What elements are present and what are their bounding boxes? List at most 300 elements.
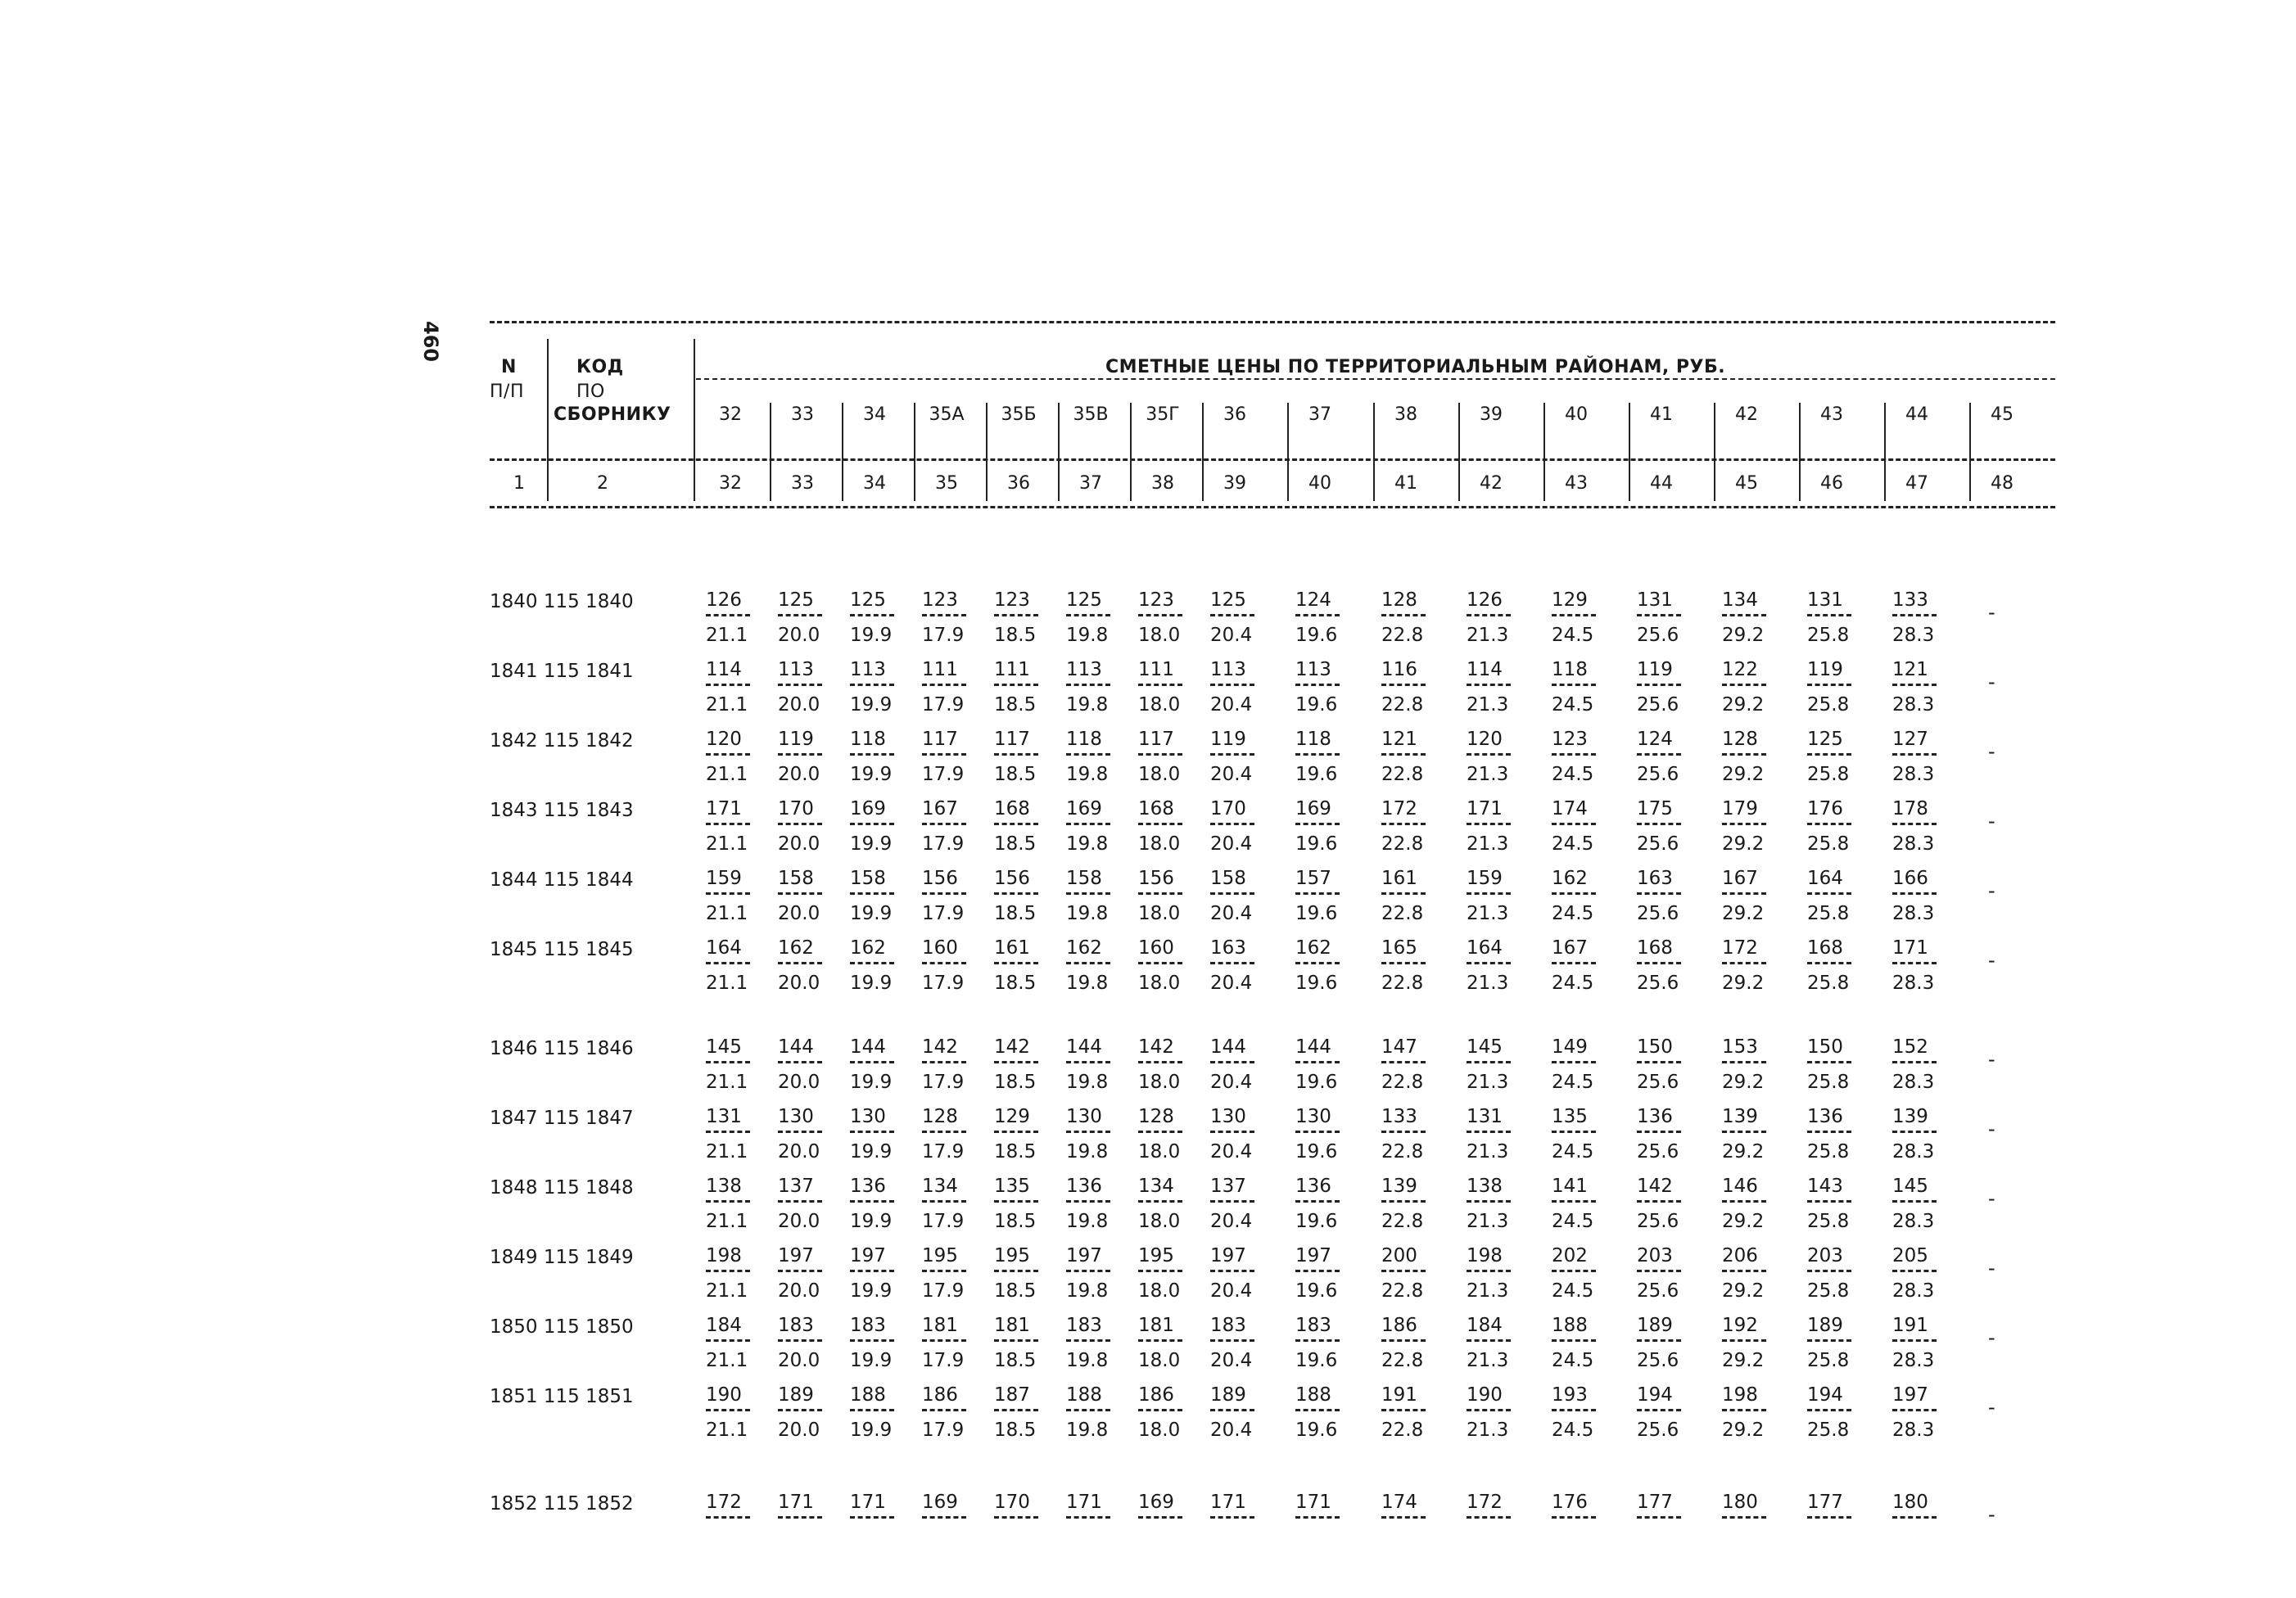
price-cell bbox=[706, 1384, 775, 1442]
index-value: 25.8 bbox=[1807, 973, 1850, 994]
fraction-divider bbox=[1807, 823, 1851, 833]
header-mid-rule bbox=[490, 458, 2055, 461]
fraction-divider bbox=[1552, 892, 1596, 903]
fraction-divider bbox=[1138, 1131, 1182, 1141]
fraction-divider bbox=[1807, 1516, 1851, 1527]
price-cell bbox=[922, 1492, 991, 1527]
fraction-divider bbox=[1722, 1409, 1766, 1420]
price-cell bbox=[1722, 589, 1791, 647]
fraction-divider bbox=[1807, 1270, 1851, 1280]
price-cell bbox=[1066, 729, 1135, 786]
price-value: 171 bbox=[1295, 1492, 1331, 1513]
price-cell bbox=[1210, 1106, 1279, 1163]
index-value: 29.2 bbox=[1722, 1280, 1765, 1302]
price-cell bbox=[706, 1245, 775, 1302]
fraction-divider bbox=[1807, 1409, 1851, 1420]
price-cell bbox=[1138, 1315, 1207, 1372]
region-column-divider bbox=[1884, 403, 1886, 501]
price-cell bbox=[1066, 798, 1135, 855]
region-header-cell: 39 bbox=[1480, 404, 1503, 425]
index-value: 21.3 bbox=[1467, 625, 1509, 646]
index-value: 21.1 bbox=[706, 1350, 748, 1371]
fraction-divider bbox=[1467, 1516, 1511, 1527]
price-value: 156 bbox=[994, 868, 1030, 889]
fraction-divider bbox=[1138, 1270, 1182, 1280]
price-cell bbox=[1637, 729, 1706, 786]
index-value: 25.8 bbox=[1807, 625, 1850, 646]
index-value: 24.5 bbox=[1552, 1350, 1594, 1371]
price-cell bbox=[850, 868, 919, 925]
fraction-divider bbox=[1892, 753, 1937, 764]
index-value: 24.5 bbox=[1552, 1211, 1594, 1232]
index-value: 22.8 bbox=[1381, 1141, 1424, 1162]
price-cell bbox=[922, 1106, 991, 1163]
index-value: 19.6 bbox=[1295, 625, 1338, 646]
price-cell bbox=[1381, 1315, 1450, 1372]
fraction-divider bbox=[1381, 1200, 1426, 1211]
index-value: 18.0 bbox=[1138, 1420, 1181, 1441]
row-code-label: 1844 115 1844 bbox=[490, 869, 634, 891]
fraction-divider bbox=[850, 1409, 894, 1420]
fraction-divider bbox=[1467, 1270, 1511, 1280]
fraction-divider bbox=[1138, 1061, 1182, 1072]
price-value: 183 bbox=[850, 1315, 886, 1336]
index-value: 21.1 bbox=[706, 764, 748, 785]
fraction-divider bbox=[1381, 1339, 1426, 1350]
fraction-divider bbox=[922, 1131, 966, 1141]
price-value: 134 bbox=[922, 1176, 958, 1197]
price-cell bbox=[1210, 937, 1279, 995]
price-cell bbox=[778, 1315, 847, 1372]
price-value: 162 bbox=[778, 937, 814, 959]
price-value: 183 bbox=[778, 1315, 814, 1336]
index-value: 29.2 bbox=[1722, 1141, 1765, 1162]
fraction-divider bbox=[1467, 892, 1511, 903]
fraction-divider bbox=[706, 1131, 750, 1141]
index-value: 21.1 bbox=[706, 833, 748, 855]
fraction-divider bbox=[1637, 614, 1681, 625]
fraction-divider bbox=[994, 1200, 1038, 1211]
region-header-cell: 35Б bbox=[1001, 404, 1037, 425]
price-value: 136 bbox=[1066, 1176, 1102, 1197]
region-column-divider bbox=[1130, 403, 1132, 501]
price-value: 176 bbox=[1552, 1492, 1588, 1513]
price-cell bbox=[1552, 1315, 1620, 1372]
price-cell bbox=[1381, 1245, 1450, 1302]
fraction-divider bbox=[1210, 962, 1254, 973]
region-column-divider bbox=[842, 403, 843, 501]
fraction-divider bbox=[1467, 962, 1511, 973]
region-column-divider bbox=[1058, 403, 1060, 501]
index-value: 22.8 bbox=[1381, 833, 1424, 855]
fraction-divider bbox=[1637, 1270, 1681, 1280]
price-value: 134 bbox=[1138, 1176, 1174, 1197]
price-cell bbox=[1722, 868, 1791, 925]
price-value: 180 bbox=[1892, 1492, 1928, 1513]
price-value: 164 bbox=[706, 937, 742, 959]
fraction-divider bbox=[1892, 1200, 1937, 1211]
price-cell bbox=[1066, 937, 1135, 995]
fraction-divider bbox=[1210, 684, 1254, 694]
index-value: 19.6 bbox=[1295, 1211, 1338, 1232]
price-value: 171 bbox=[1892, 937, 1928, 959]
fraction-divider bbox=[850, 892, 894, 903]
fraction-divider bbox=[1138, 1200, 1182, 1211]
price-cell bbox=[1467, 1384, 1535, 1442]
fraction-divider bbox=[994, 1131, 1038, 1141]
region-column-divider bbox=[1287, 403, 1289, 501]
price-value: 125 bbox=[1807, 729, 1843, 750]
price-value: 120 bbox=[1467, 729, 1503, 750]
price-cell bbox=[994, 1036, 1063, 1094]
price-value: 167 bbox=[922, 798, 958, 819]
row-code-label: 1850 115 1850 bbox=[490, 1316, 634, 1338]
price-value: 160 bbox=[1138, 937, 1174, 959]
price-cell bbox=[1807, 1245, 1876, 1302]
price-cell bbox=[1552, 1492, 1620, 1527]
price-value: 176 bbox=[1807, 798, 1843, 819]
index-value: 29.2 bbox=[1722, 625, 1765, 646]
region-column-divider bbox=[1629, 403, 1630, 501]
price-cell bbox=[922, 1315, 991, 1372]
header-code-divider bbox=[694, 339, 695, 501]
price-value: 191 bbox=[1892, 1315, 1928, 1336]
fraction-divider bbox=[1722, 753, 1766, 764]
price-value: 167 bbox=[1552, 937, 1588, 959]
index-value: 20.4 bbox=[1210, 1350, 1253, 1371]
index-value: 24.5 bbox=[1552, 625, 1594, 646]
price-value: 130 bbox=[1066, 1106, 1102, 1127]
header-code-label-2: ПО bbox=[576, 381, 605, 402]
fraction-divider bbox=[1552, 1200, 1596, 1211]
fraction-divider bbox=[1295, 1061, 1340, 1072]
price-cell bbox=[1637, 1036, 1706, 1094]
index-value: 21.3 bbox=[1467, 1141, 1509, 1162]
price-cell bbox=[1552, 1036, 1620, 1094]
price-value: 124 bbox=[1637, 729, 1673, 750]
price-value: 161 bbox=[1381, 868, 1417, 889]
index-value: 25.6 bbox=[1637, 625, 1679, 646]
index-value: 29.2 bbox=[1722, 973, 1765, 994]
price-cell bbox=[1066, 868, 1135, 925]
fraction-divider bbox=[1807, 1339, 1851, 1350]
price-value: 195 bbox=[994, 1245, 1030, 1266]
index-value: 25.6 bbox=[1637, 973, 1679, 994]
price-value: 139 bbox=[1381, 1176, 1417, 1197]
fraction-divider bbox=[1381, 1409, 1426, 1420]
price-value: 160 bbox=[922, 937, 958, 959]
price-cell bbox=[1722, 729, 1791, 786]
index-value: 19.9 bbox=[850, 694, 893, 715]
fraction-divider bbox=[778, 1339, 822, 1350]
row-end-dash: - bbox=[1988, 670, 1995, 693]
price-cell bbox=[1467, 1106, 1535, 1163]
row-code-label: 1846 115 1846 bbox=[490, 1038, 634, 1059]
fraction-divider bbox=[922, 892, 966, 903]
price-cell bbox=[922, 1384, 991, 1442]
price-cell bbox=[1066, 1245, 1135, 1302]
fraction-divider bbox=[1066, 614, 1110, 625]
price-cell bbox=[706, 1106, 775, 1163]
price-value: 188 bbox=[1295, 1384, 1331, 1406]
index-value: 21.1 bbox=[706, 694, 748, 715]
index-value: 19.6 bbox=[1295, 694, 1338, 715]
fraction-divider bbox=[994, 962, 1038, 973]
index-value: 28.3 bbox=[1892, 694, 1935, 715]
price-cell bbox=[1138, 729, 1207, 786]
price-cell bbox=[1138, 589, 1207, 647]
fraction-divider bbox=[778, 753, 822, 764]
price-cell bbox=[922, 589, 991, 647]
price-cell bbox=[1807, 798, 1876, 855]
price-value: 188 bbox=[1066, 1384, 1102, 1406]
price-cell bbox=[1210, 1176, 1279, 1233]
price-cell bbox=[1295, 1036, 1364, 1094]
price-cell bbox=[850, 937, 919, 995]
fraction-divider bbox=[1066, 684, 1110, 694]
fraction-divider bbox=[1381, 753, 1426, 764]
price-value: 189 bbox=[1637, 1315, 1673, 1336]
price-cell bbox=[1381, 1036, 1450, 1094]
fraction-divider bbox=[1138, 823, 1182, 833]
region-header-cell: 42 bbox=[1735, 404, 1758, 425]
index-value: 19.8 bbox=[1066, 1280, 1109, 1302]
index-value: 19.6 bbox=[1295, 1141, 1338, 1162]
price-value: 162 bbox=[1066, 937, 1102, 959]
price-value: 149 bbox=[1552, 1036, 1588, 1058]
index-value: 28.3 bbox=[1892, 1072, 1935, 1093]
price-value: 143 bbox=[1807, 1176, 1843, 1197]
column-number-cell: 33 bbox=[791, 473, 814, 494]
row-code-label: 1845 115 1845 bbox=[490, 939, 634, 960]
fraction-divider bbox=[1892, 1061, 1937, 1072]
fraction-divider bbox=[922, 1409, 966, 1420]
index-value: 22.8 bbox=[1381, 1350, 1424, 1371]
index-value: 20.4 bbox=[1210, 1420, 1253, 1441]
index-value: 19.8 bbox=[1066, 903, 1109, 924]
price-value: 138 bbox=[1467, 1176, 1503, 1197]
price-value: 183 bbox=[1066, 1315, 1102, 1336]
column-number-cell: 40 bbox=[1308, 473, 1331, 494]
price-cell bbox=[1467, 589, 1535, 647]
price-cell bbox=[1467, 729, 1535, 786]
price-value: 145 bbox=[1892, 1176, 1928, 1197]
fraction-divider bbox=[778, 1270, 822, 1280]
fraction-divider bbox=[1637, 753, 1681, 764]
index-value: 19.8 bbox=[1066, 1211, 1109, 1232]
price-cell bbox=[1892, 798, 1961, 855]
index-value: 25.8 bbox=[1807, 1420, 1850, 1441]
index-value: 20.0 bbox=[778, 1211, 820, 1232]
index-value: 22.8 bbox=[1381, 1211, 1424, 1232]
price-value: 150 bbox=[1637, 1036, 1673, 1058]
price-value: 158 bbox=[850, 868, 886, 889]
price-cell bbox=[706, 589, 775, 647]
index-value: 21.3 bbox=[1467, 1420, 1509, 1441]
price-cell bbox=[1722, 1315, 1791, 1372]
region-column-divider bbox=[1458, 403, 1460, 501]
column-number-cell: 39 bbox=[1223, 473, 1246, 494]
fraction-divider bbox=[1210, 892, 1254, 903]
fraction-divider bbox=[850, 823, 894, 833]
price-value: 121 bbox=[1381, 729, 1417, 750]
fraction-divider bbox=[1295, 1200, 1340, 1211]
price-value: 125 bbox=[1066, 589, 1102, 611]
price-cell bbox=[1892, 937, 1961, 995]
fraction-divider bbox=[1637, 962, 1681, 973]
index-value: 18.0 bbox=[1138, 1211, 1181, 1232]
index-value: 19.6 bbox=[1295, 1350, 1338, 1371]
price-cell bbox=[1467, 1492, 1535, 1527]
index-value: 29.2 bbox=[1722, 1072, 1765, 1093]
price-cell bbox=[778, 1384, 847, 1442]
price-value: 124 bbox=[1295, 589, 1331, 611]
index-value: 28.3 bbox=[1892, 625, 1935, 646]
price-cell bbox=[1295, 589, 1364, 647]
price-cell bbox=[1381, 589, 1450, 647]
region-column-divider bbox=[1969, 403, 1971, 501]
price-value: 161 bbox=[994, 937, 1030, 959]
column-number-cell: 41 bbox=[1394, 473, 1417, 494]
index-value: 17.9 bbox=[922, 903, 965, 924]
fraction-divider bbox=[1552, 1061, 1596, 1072]
row-end-dash: - bbox=[1988, 1048, 1995, 1071]
index-value: 28.3 bbox=[1892, 764, 1935, 785]
fraction-divider bbox=[1892, 684, 1937, 694]
index-value: 19.9 bbox=[850, 764, 893, 785]
fraction-divider bbox=[1807, 962, 1851, 973]
price-value: 111 bbox=[922, 659, 958, 680]
price-value: 159 bbox=[706, 868, 742, 889]
index-value: 20.4 bbox=[1210, 1072, 1253, 1093]
fraction-divider bbox=[1381, 1061, 1426, 1072]
price-cell bbox=[1892, 1036, 1961, 1094]
price-cell bbox=[778, 659, 847, 716]
price-value: 197 bbox=[1066, 1245, 1102, 1266]
region-header-cell: 38 bbox=[1394, 404, 1417, 425]
price-cell bbox=[1066, 589, 1135, 647]
region-header-cell: 45 bbox=[1991, 404, 2014, 425]
price-cell bbox=[850, 729, 919, 786]
fraction-divider bbox=[994, 1409, 1038, 1420]
index-value: 25.6 bbox=[1637, 833, 1679, 855]
price-value: 198 bbox=[1722, 1384, 1758, 1406]
price-cell bbox=[1807, 1384, 1876, 1442]
price-cell bbox=[1637, 1106, 1706, 1163]
price-cell bbox=[850, 1492, 919, 1527]
index-value: 25.6 bbox=[1637, 903, 1679, 924]
price-value: 171 bbox=[850, 1492, 886, 1513]
fraction-divider bbox=[1066, 1061, 1110, 1072]
index-value: 18.5 bbox=[994, 1350, 1037, 1371]
price-value: 194 bbox=[1637, 1384, 1673, 1406]
fraction-divider bbox=[1381, 1131, 1426, 1141]
fraction-divider bbox=[1807, 753, 1851, 764]
row-end-dash: - bbox=[1988, 1187, 1995, 1210]
price-value: 192 bbox=[1722, 1315, 1758, 1336]
price-cell bbox=[994, 1384, 1063, 1442]
index-value: 28.3 bbox=[1892, 1420, 1935, 1441]
price-value: 118 bbox=[1295, 729, 1331, 750]
price-value: 187 bbox=[994, 1384, 1030, 1406]
fraction-divider bbox=[1295, 1516, 1340, 1527]
index-value: 17.9 bbox=[922, 625, 965, 646]
price-value: 130 bbox=[778, 1106, 814, 1127]
price-cell bbox=[1892, 659, 1961, 716]
price-value: 166 bbox=[1892, 868, 1928, 889]
price-value: 136 bbox=[850, 1176, 886, 1197]
index-value: 25.6 bbox=[1637, 764, 1679, 785]
price-value: 125 bbox=[1210, 589, 1246, 611]
price-value: 113 bbox=[850, 659, 886, 680]
price-cell bbox=[1552, 729, 1620, 786]
price-cell bbox=[1066, 1492, 1135, 1527]
price-value: 162 bbox=[1552, 868, 1588, 889]
fraction-divider bbox=[1807, 684, 1851, 694]
price-cell bbox=[1138, 1245, 1207, 1302]
fraction-divider bbox=[1381, 1516, 1426, 1527]
price-cell bbox=[994, 1492, 1063, 1527]
index-value: 29.2 bbox=[1722, 694, 1765, 715]
price-cell bbox=[1381, 729, 1450, 786]
price-value: 111 bbox=[1138, 659, 1174, 680]
row-end-dash: - bbox=[1988, 810, 1995, 833]
index-value: 17.9 bbox=[922, 1072, 965, 1093]
fraction-divider bbox=[1066, 1409, 1110, 1420]
price-value: 205 bbox=[1892, 1245, 1928, 1266]
index-value: 25.6 bbox=[1637, 1350, 1679, 1371]
fraction-divider bbox=[1807, 614, 1851, 625]
price-cell bbox=[1722, 798, 1791, 855]
fraction-divider bbox=[1722, 614, 1766, 625]
fraction-divider bbox=[1467, 823, 1511, 833]
fraction-divider bbox=[994, 892, 1038, 903]
fraction-divider bbox=[1138, 1516, 1182, 1527]
price-cell bbox=[778, 1106, 847, 1163]
price-cell bbox=[1637, 589, 1706, 647]
price-value: 186 bbox=[922, 1384, 958, 1406]
index-value: 17.9 bbox=[922, 694, 965, 715]
price-cell bbox=[922, 868, 991, 925]
index-value: 25.6 bbox=[1637, 1420, 1679, 1441]
price-cell bbox=[1066, 1384, 1135, 1442]
price-value: 181 bbox=[922, 1315, 958, 1336]
price-value: 113 bbox=[778, 659, 814, 680]
fraction-divider bbox=[706, 892, 750, 903]
price-cell bbox=[1210, 1384, 1279, 1442]
price-cell bbox=[1138, 659, 1207, 716]
index-value: 25.8 bbox=[1807, 764, 1850, 785]
fraction-divider bbox=[1210, 1516, 1254, 1527]
price-value: 169 bbox=[850, 798, 886, 819]
region-header-cell: 32 bbox=[719, 404, 742, 425]
fraction-divider bbox=[1066, 823, 1110, 833]
price-cell bbox=[1722, 659, 1791, 716]
index-value: 24.5 bbox=[1552, 1141, 1594, 1162]
price-cell bbox=[994, 1245, 1063, 1302]
price-cell bbox=[1066, 659, 1135, 716]
price-value: 203 bbox=[1807, 1245, 1843, 1266]
price-cell bbox=[1295, 729, 1364, 786]
index-value: 18.5 bbox=[994, 694, 1037, 715]
price-value: 195 bbox=[922, 1245, 958, 1266]
index-value: 20.0 bbox=[778, 694, 820, 715]
price-cell bbox=[706, 937, 775, 995]
price-value: 156 bbox=[1138, 868, 1174, 889]
price-value: 158 bbox=[778, 868, 814, 889]
fraction-divider bbox=[850, 753, 894, 764]
fraction-divider bbox=[778, 823, 822, 833]
